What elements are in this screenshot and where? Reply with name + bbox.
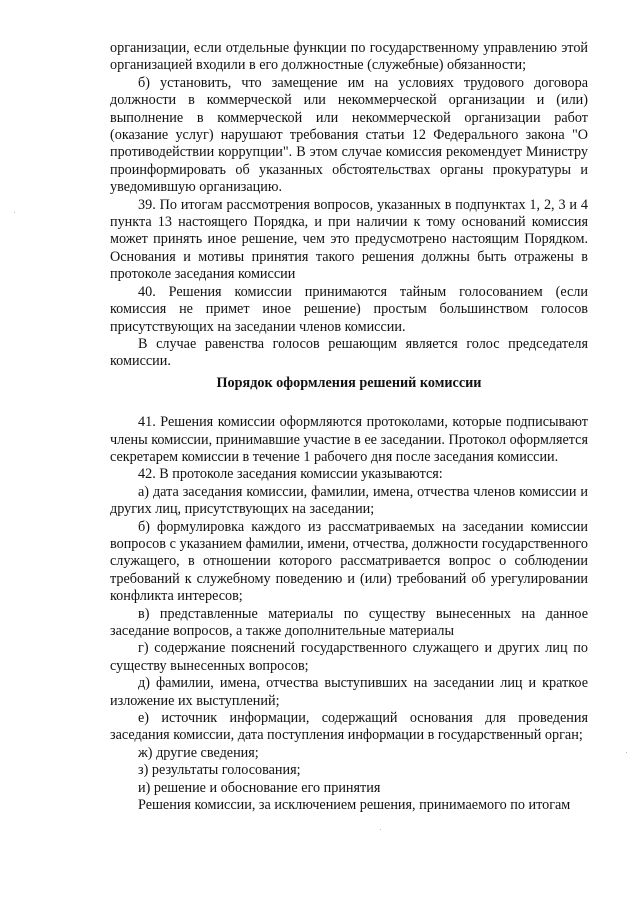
list-item-d: д) фамилии, имена, отчества выступивших на заседании лиц и краткое изложение их выступлений; — [110, 675, 588, 709]
paragraph-continuation: организации, если отдельные функции по государственному управлению этой организацией входили в его должностные (служебные) обязанности; — [110, 40, 588, 74]
scan-speck — [380, 829, 381, 830]
scan-speck — [626, 752, 627, 753]
list-item-i: и) решение и обоснование его принятия — [138, 779, 381, 796]
paragraph-40: 40. Решения комиссии принимаются тайным голосованием (если комиссия не примет иное решение) простым большинством голосов присутствующих на заседании членов комиссии. — [110, 283, 588, 335]
paragraph-item-b: б) установить, что замещение им на условиях трудового договора должности в коммерческой или некоммерческой организации и (или) выполнение в коммерческой или некоммерческой организации работ (оказание услуг) нарушают требования статьи 12 Федерального закона "О противодействии коррупции". В этом случае комиссия рекомендует Министру проинформировать об указанных обстоятельствах органы прокуратуры и уведомившую организацию. — [110, 74, 588, 196]
list-item-z: з) результаты голосования; — [138, 762, 301, 779]
paragraph-41: 41. Решения комиссии оформляются протоколами, которые подписывают члены комиссии, принимавшие участие в ее заседании. Протокол оформляется секретарем комиссии в течение 1 рабочего дня после заседания комиссии. — [110, 414, 588, 465]
list-item-v: в) представленные материалы по существу вынесенных на данное заседание вопросов, а также дополнительные материалы — [110, 605, 588, 639]
paragraph-decisions: Решения комиссии, за исключением решения, принимаемого по итогам — [138, 797, 571, 814]
scan-speck — [14, 212, 15, 213]
list-item-a: а) дата заседания комиссии, фамилии, имена, отчества членов комиссии и других лиц, присутствующих на заседании; — [110, 483, 588, 518]
list-item-zh: ж) другие сведения; — [138, 744, 259, 761]
section-heading: Порядок оформления решений комиссии — [216, 374, 482, 391]
list-item-b: б) формулировка каждого из рассматриваемых на заседании комиссии вопросов с указанием фамилии, имени, отчества, должности государственного служащего, в отношении которого рассматривается вопрос о соблюдении требований к служебному поведению и (или) требований об урегулировании конфликта интересов; — [110, 518, 588, 605]
paragraph-tie-vote: В случае равенства голосов решающим является голос председателя комиссии. — [110, 335, 588, 370]
list-item-e: е) источник информации, содержащий основания для проведения заседания комиссии, дата поступления информации в государственный орган; — [110, 710, 588, 744]
paragraph-39: 39. По итогам рассмотрения вопросов, указанных в подпунктах 1, 2, 3 и 4 пункта 13 настоящего Порядка, и при наличии к тому оснований комиссия может принять иное решение, чем это предусмотрено настоящим Порядком. Основания и мотивы принятия такого решения должны быть отражены в протоколе заседания комиссии — [110, 196, 588, 283]
list-item-g: г) содержание пояснений государственного служащего и других лиц по существу вынесенных вопросов; — [110, 640, 588, 674]
paragraph-42: 42. В протоколе заседания комиссии указываются: — [138, 466, 443, 483]
